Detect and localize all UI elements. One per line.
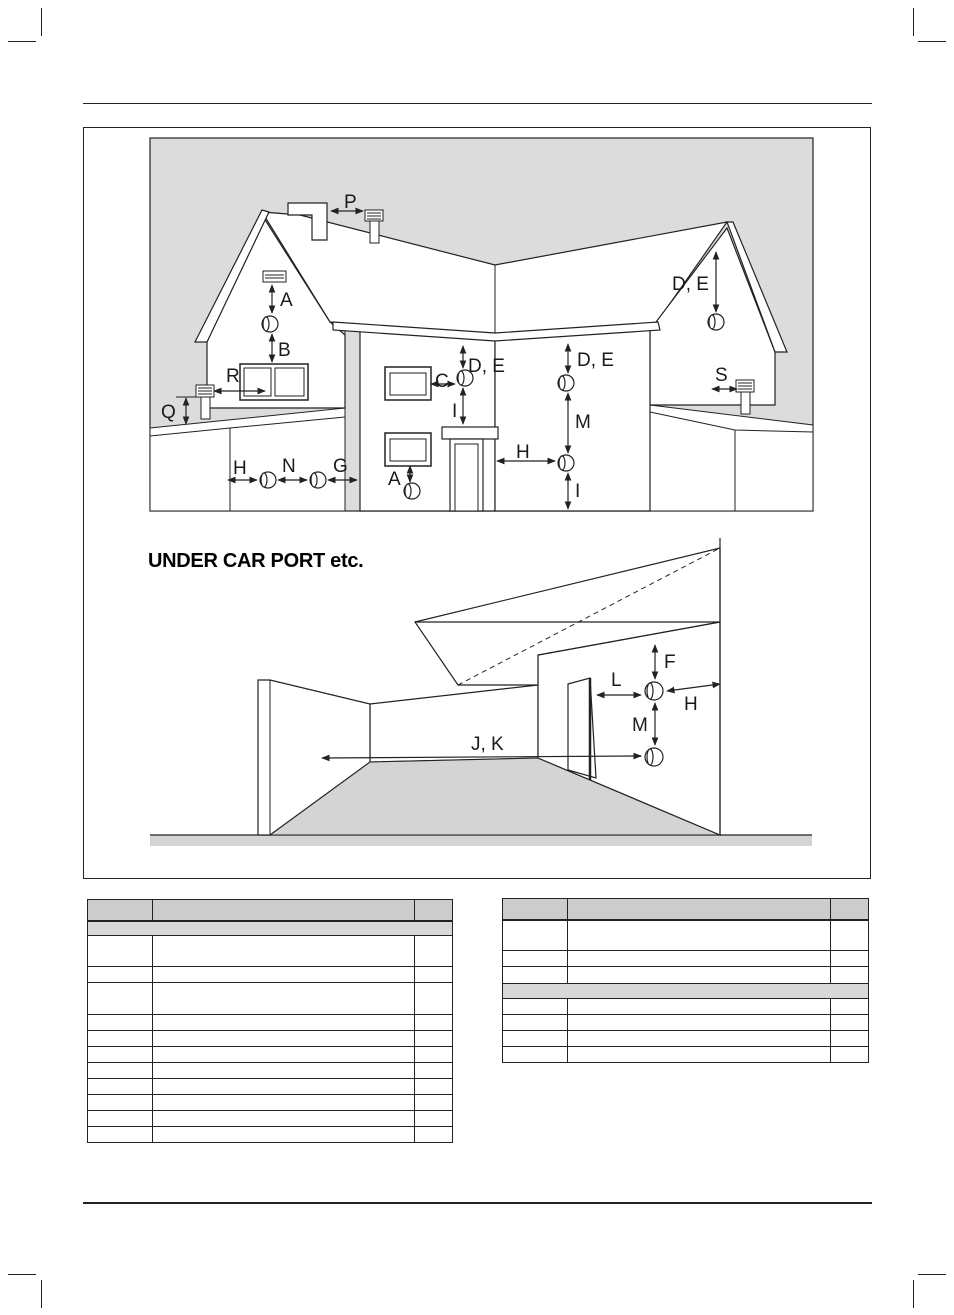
table-row xyxy=(88,1127,453,1143)
label-de-middle: D, E xyxy=(468,356,505,377)
table-row xyxy=(503,1031,869,1047)
table-row xyxy=(88,1047,453,1063)
table-row xyxy=(88,983,453,1015)
label-c: C xyxy=(435,371,449,392)
label-h-lower: H xyxy=(233,458,247,479)
table-row xyxy=(503,920,869,951)
table-row xyxy=(88,1031,453,1047)
table-row xyxy=(503,1047,869,1063)
label-i-lower: I xyxy=(575,481,581,502)
label-de-gable: D, E xyxy=(672,274,709,295)
label-q: Q xyxy=(161,402,176,423)
ground-strip xyxy=(150,835,812,846)
door-canopy xyxy=(442,427,498,439)
label-n: N xyxy=(282,456,296,477)
table-section-row xyxy=(503,984,869,999)
label-h-middle: H xyxy=(516,442,530,463)
label-s: S xyxy=(715,365,728,386)
table-row xyxy=(88,1015,453,1031)
carport-scene xyxy=(150,538,812,846)
label-m-carport: M xyxy=(632,715,648,736)
table-row xyxy=(503,1015,869,1031)
label-a-lower: A xyxy=(388,469,401,490)
table-row xyxy=(503,999,869,1015)
table-header-row xyxy=(88,900,453,921)
front-wall-right xyxy=(495,330,650,511)
label-f: F xyxy=(664,652,676,673)
label-b: B xyxy=(278,340,291,361)
label-m: M xyxy=(575,412,591,433)
label-r: R xyxy=(226,366,240,387)
table-row xyxy=(88,1079,453,1095)
label-a-upper: A xyxy=(280,290,293,311)
table-row xyxy=(503,967,869,984)
table-row xyxy=(88,1111,453,1127)
table-row xyxy=(88,1063,453,1079)
table-row xyxy=(503,951,869,967)
table-row xyxy=(88,936,453,967)
house-scene xyxy=(150,138,813,511)
label-de-right: D, E xyxy=(577,350,614,371)
left-clearance-table xyxy=(87,899,453,1143)
label-p: P xyxy=(344,192,357,213)
label-jk: J, K xyxy=(471,734,504,755)
table-row xyxy=(88,967,453,983)
label-l: L xyxy=(611,670,622,691)
carport-title: UNDER CAR PORT etc. xyxy=(148,550,364,572)
table-header-row xyxy=(503,899,869,920)
label-h-carport: H xyxy=(684,694,698,715)
table-row xyxy=(88,1095,453,1111)
label-g: G xyxy=(333,456,348,477)
right-clearance-table xyxy=(502,898,869,1063)
table-section-row xyxy=(88,921,453,936)
window-left-gable xyxy=(240,364,308,400)
label-i-upper: I xyxy=(452,401,458,422)
